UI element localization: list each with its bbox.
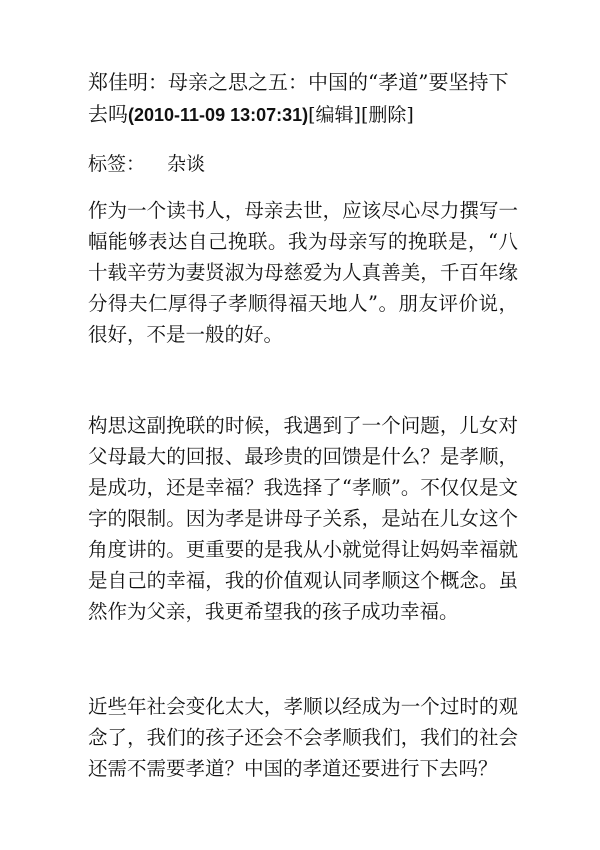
body-paragraph-1: 作为一个读书人，母亲去世，应该尽心尽力撰写一幅能够表达自己挽联。我为母亲写的挽联是，“八十载辛劳为妻贤淑为母慈爱为人真善美，千百年缘分得夫仁厚得子孝顺得福天地人”。朋友评价说，很好，不是一般的好。	[88, 199, 518, 346]
delete-link[interactable]: [删除]	[360, 104, 414, 126]
body-paragraph-2: 构思这副挽联的时候，我遇到了一个问题，儿女对父母最大的回报、最珍贵的回馈是什么？是孝顺，是成功，还是幸福？我选择了“孝顺”。不仅仅是文字的限制。因为孝是讲母子关系，是站在儿女这个角度讲的。更重要的是我从小就觉得让妈妈幸福就是自己的幸福，我的价值观认同孝顺这个概念。虽然作为父亲，我更希望我的孩子成功幸福。	[88, 414, 518, 623]
tag-item[interactable]: 杂谈	[167, 153, 206, 175]
blog-post	[88, 66, 518, 784]
post-title-text: 郑佳明：母亲之思之五：中国的“孝道”要坚持下去吗	[88, 70, 509, 126]
body-paragraph-3: 近些年社会变化太大，孝顺以经成为一个过时的观念了，我们的孩子还会不会孝顺我们，我们的社会还需不需要孝道？中国的孝道还要进行下去吗？	[88, 695, 518, 780]
tags-label: 标签：	[88, 153, 146, 175]
post-title	[88, 66, 518, 131]
edit-link[interactable]: [编辑]	[308, 104, 361, 126]
tags-row	[88, 149, 518, 179]
post-datetime: (2010-11-09 13:07:31)	[128, 105, 309, 125]
